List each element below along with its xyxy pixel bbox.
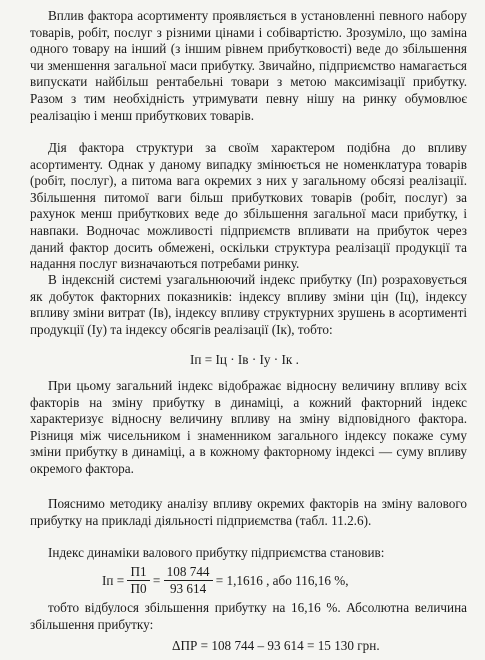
paragraph-structure: Дія фактора структури за своїм характером подібна до впливу асортименту. Однак у даному випадку змінюється не номенклатура товарів (робіт, послуг), а питома вага окремих з них у загальному обсязі реалізації. Збільшення питомої ваги більш прибуткових товарів (робіт, послуг) за рахунок менш прибуткових веде до збільшення загальної маси прибутку, і навпаки. Водночас можливості підприємств впливати на прибуток через даний фактор досить обмежені, оскільки структура реалізації продукції та надання послуг визначаються потребами ринку.: [30, 140, 467, 272]
paragraph-absolute-change: тобто відбулося збільшення прибутку на 16,16 %. Абсолютна величина збільшення прибутку:: [30, 600, 467, 632]
paragraph-general-index: При цьому загальний індекс відображає відносну величину впливу всіх факторів на зміну прибутку в динаміці, а кожний факторний індекс характеризує відносну величину впливу на зміну відповідного фактора. Різниця між чисельником і знаменником загального індексу покаже суму зміни прибутку в динаміці, а в кожному факторному індексі — суму впливу окремого фактора.: [30, 378, 467, 476]
formula-profit-index: Iп = Iц · Iв · Iу · Iк .: [190, 352, 299, 367]
paragraph-dynamics: Індекс динаміки валового прибутку підприємства становив:: [48, 545, 385, 560]
fraction-profit-ratio: [127, 564, 149, 597]
fraction-values: [164, 564, 213, 597]
paragraph-assortment: Вплив фактора асортименту проявляється в установленні певного набору товарів, робіт, послуг з різними цінами і собівартістю. Зрозуміло, що заміна одного товару на інший (з іншим рівнем прибутковості) веде до збільшення чи зменшення загальної маси прибутку. Звичайно, підприємство намагається випускати найбільш рентабельні товари з метою максимізації прибутку. Разом з тим необхідність утримувати певну нішу на ринку обумовлює реалізацію і менш прибуткових товарів.: [30, 8, 467, 123]
paragraph-index-system: В індексній системі узагальнюючий індекс прибутку (Iп) розраховується як добуток факторних показників: індексу впливу зміни цін (Iц), індексу впливу зміни витрат (Iв), індексу впливу структурних зрушень в асортименті продукції (Iу) та індексу обсягів реалізації (Iк), тобто:: [30, 272, 467, 337]
formula-absolute-profit: ΔПР = 108 744 – 93 614 = 15 130 грн.: [172, 638, 380, 653]
formula-equals: =: [152, 572, 161, 588]
fraction-numerator-value: 108 744: [164, 564, 213, 581]
paragraph-method: Пояснимо методику аналізу впливу окремих факторів на зміну валового прибутку на прикладі діяльності підприємства (табл. 11.2.6).: [30, 496, 467, 528]
fraction-denominator-p0: П0: [130, 581, 147, 596]
formula-result: = 1,1616 , або 116,16 %,: [215, 572, 349, 588]
formula-dynamics-index: [102, 564, 349, 597]
fraction-numerator-p1: П1: [127, 564, 149, 581]
fraction-denominator-value: 93 614: [169, 581, 207, 596]
formula-lhs: Iп =: [102, 572, 125, 588]
